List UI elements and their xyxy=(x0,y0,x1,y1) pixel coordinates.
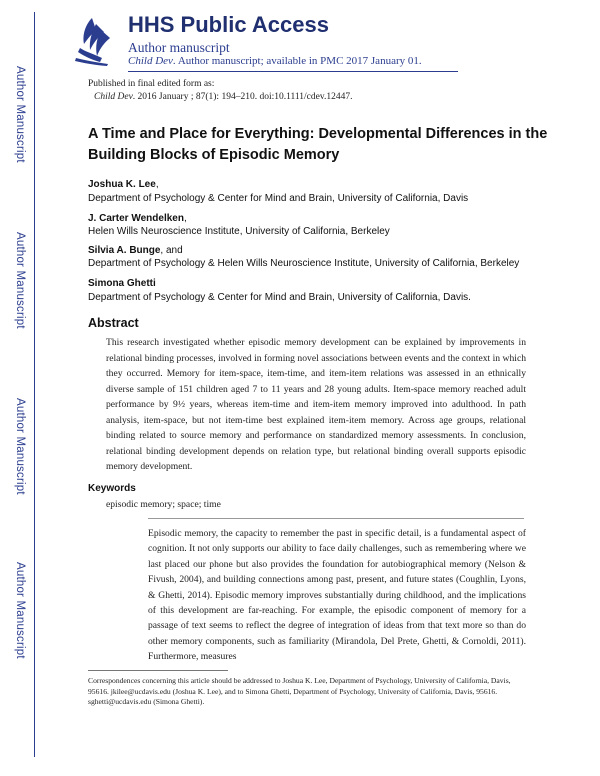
author-name: Joshua K. Lee, xyxy=(88,179,159,190)
margin-divider xyxy=(34,12,35,757)
side-label-author-manuscript: Author Manuscript xyxy=(14,66,26,163)
hhs-public-access-title: HHS Public Access xyxy=(128,12,329,37)
hhs-eagle-logo xyxy=(72,14,116,68)
abstract-heading: Abstract xyxy=(88,316,139,330)
keywords-heading: Keywords xyxy=(88,483,136,494)
side-label-author-manuscript: Author Manuscript xyxy=(14,398,26,495)
abstract-text: This research investigated whether episodic memory development can be explained by improvements in relational binding processes, involved in forming novel associations between events and the context in which they occurred. Memory for item-space, item-time, and item-item relations was assessed in an ethnically diverse sample of 151 children aged 7 to 11 years and 28 young adults. Item-space memory reached adult performance by 9½ years, whereas item-time and item-item memory improved into adulthood. In path analysis, item-space, but not item-time best explained item-item memory. Across age groups, relational binding related to source memory and performance on standardized memory assessments. In conclusion, relational binding development depends on relation type, but relational binding overall supports episodic memory development. xyxy=(106,337,526,472)
journal-short: Child Dev xyxy=(128,55,173,67)
availability-line xyxy=(128,55,422,67)
author-affiliation: Helen Wills Neuroscience Institute, University of California, Berkeley xyxy=(88,226,390,237)
side-label-author-manuscript: Author Manuscript xyxy=(14,232,26,329)
citation-text: . 2016 January ; 87(1): 194–210. doi:10.1111/cdev.12447. xyxy=(132,92,353,102)
keywords-text: episodic memory; space; time xyxy=(106,499,221,510)
correspondence-footnote: Correspondences concerning this article should be addressed to Joshua K. Lee, Department of Psychology, University of California, Davis, 95616. jkilee@ucdavis.edu (Joshua K. Lee), and to Simona Ghetti, Department of Psychology, University of California, Davis, 95616. sghetti@ucdavis.edu (Simona Ghetti). xyxy=(88,676,511,706)
body-rule xyxy=(148,518,524,519)
article-title: A Time and Place for Everything: Developmental Differences in the Building Blocks of Episodic Memory xyxy=(88,126,548,163)
author-name: J. Carter Wendelken, xyxy=(88,213,187,224)
citation-line xyxy=(94,92,353,102)
citation-journal: Child Dev xyxy=(94,92,133,102)
author-affiliation: Department of Psychology & Helen Wills Neuroscience Institute, University of California, Berkeley xyxy=(88,258,520,269)
author-name: Silvia A. Bunge, and xyxy=(88,245,183,256)
availability-text: . Author manuscript; available in PMC 2017 January 01. xyxy=(172,55,422,67)
author-manuscript-label: Author manuscript xyxy=(128,40,230,55)
author-name: Simona Ghetti xyxy=(88,278,156,289)
side-label-author-manuscript: Author Manuscript xyxy=(14,562,26,659)
footnote-rule xyxy=(88,670,228,671)
body-paragraph: Episodic memory, the capacity to remember the past in specific detail, is a fundamental aspect of cognition. It not only supports our ability to face daily challenges, such as remembering where we last placed our phone but also provides the foundation for autobiographical memory (Nelson & Fivush, 2004), and building connections among past, present, and future states (Coughlin, Lyons, & Ghetti, 2014). Episodic memory improves substantially during childhood, and the implications of this development are far-reaching. For example, the episodic component of memory for a passage of text seems to reflect the degree of integration of ideas from that text more so than do other memory components, such as familiarity (Mirandola, Del Prete, Ghetti, & Cornoldi, 2011). Furthermore, measures xyxy=(148,528,526,663)
author-affiliation: Department of Psychology & Center for Mind and Brain, University of California, Davis. xyxy=(88,292,471,303)
header-rule xyxy=(128,71,458,72)
published-in-label: Published in final edited form as: xyxy=(88,79,215,89)
author-affiliation: Department of Psychology & Center for Mind and Brain, University of California, Davis xyxy=(88,193,469,204)
